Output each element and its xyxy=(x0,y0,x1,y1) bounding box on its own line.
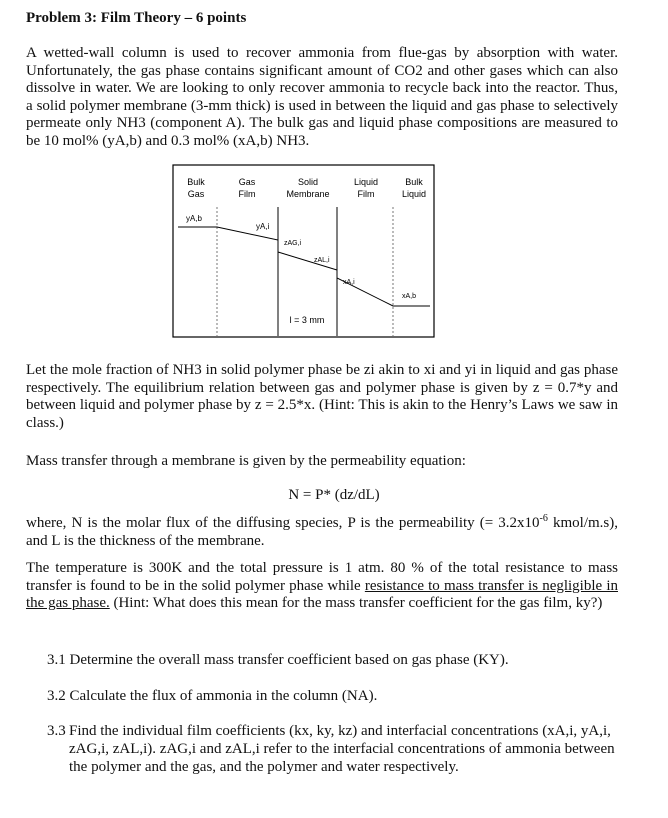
label-ya-i: yA,i xyxy=(256,222,270,231)
intro-paragraph: A wetted-wall column is used to recover ammonia from flue-gas by absorption with water. Unfortunately, the gas phase contains significant amount of CO2 and other gases which can also dissolve in water. We are looking to only recover ammonia to recycle back into the reactor. Thus, a solid polymer membrane (3-mm thick) is used in between the liquid and gas phase to selectively permeate only NH3 (component A). The bulk gas and liquid phase compositions are measured to be 10 mol% (yA,b) and 0.3 mol% (xA,b) NH3. xyxy=(26,45,618,149)
permeability-intro: Mass transfer through a membrane is given by the permeability equation: xyxy=(26,453,466,469)
header-liquid-film-line2: Film xyxy=(357,189,375,199)
header-bulk-liquid-line1: Bulk xyxy=(405,177,423,187)
header-liquid-film-line1: Liquid xyxy=(353,177,379,187)
label-zal-i: zAL,i xyxy=(314,257,330,264)
problem-title: Problem 3: Film Theory – 6 points xyxy=(26,10,247,26)
header-gas-film-line2: Film xyxy=(238,189,256,199)
label-zag-i: zAG,i xyxy=(284,240,302,247)
permeability-exponent: -6 xyxy=(539,513,548,524)
conditions-text-before: The temperature is 300K and the total pressure is 1 atm. 80 % of the total resistance to mass transfer is found to be in the solid polymer phase while xyxy=(26,560,618,594)
header-bulk-gas-line2: Gas xyxy=(187,189,205,199)
header-bulk-gas-line1: Bulk xyxy=(187,177,205,187)
header-gas-film-line1: Gas xyxy=(238,177,256,187)
question-3-3-text: Find the individual film coefficients (kx, ky, kz) and interfacial concentrations (xA,i, yA,i, zAG,i, zAL,i). zAG,i and zAL,i refer to the interfacial concentrations of ammonia between the polymer and the gas, and the polymer and water respectively. xyxy=(69,723,615,775)
label-ya-b: yA,b xyxy=(186,214,203,223)
concentration-profile xyxy=(178,227,430,306)
conditions-paragraph xyxy=(26,560,618,613)
question-3-3-number: 3.3 xyxy=(47,723,66,739)
question-3-2: 3.2 Calculate the flux of ammonia in the column (NA). xyxy=(47,688,378,704)
permeability-equation: N = P* (dz/dL) xyxy=(288,487,380,503)
header-membrane-line2: Membrane xyxy=(286,189,330,199)
label-xa-b: xA,b xyxy=(402,293,417,300)
header-membrane-line1: Solid xyxy=(297,177,319,187)
label-xa-i: xA,i xyxy=(343,279,355,286)
equilibrium-paragraph: Let the mole fraction of NH3 in solid polymer phase be zi akin to xi and yi in liquid and gas phase respectively. The equilibrium relation between gas and polymer phase is given by z = 0.7*y and between liquid and polymer phase by z = 2.5*x. (Hint: This is akin to the Henry’s Laws we saw in class.) xyxy=(26,362,618,431)
label-thickness: l = 3 mm xyxy=(289,315,325,325)
definition-text-before: where, N is the molar flux of the diffusing species, P is the permeability (= 3.2x10 xyxy=(26,515,540,531)
header-bulk-liquid-line2: Liquid xyxy=(401,189,427,199)
question-3-1: 3.1 Determine the overall mass transfer coefficient based on gas phase (KY). xyxy=(47,652,509,668)
diagram-frame xyxy=(173,165,434,337)
question-3-3 xyxy=(47,722,617,776)
conditions-text-after: (Hint: What does this mean for the mass transfer coefficient for the gas film, ky?) xyxy=(109,595,603,612)
conditions-underlined-text: resistance to mass transfer is negligible in the gas phase. xyxy=(26,577,618,612)
definition-text-after: kmol/m.s), and L is the thickness of the membrane. xyxy=(26,515,618,549)
definition-paragraph xyxy=(26,510,618,550)
